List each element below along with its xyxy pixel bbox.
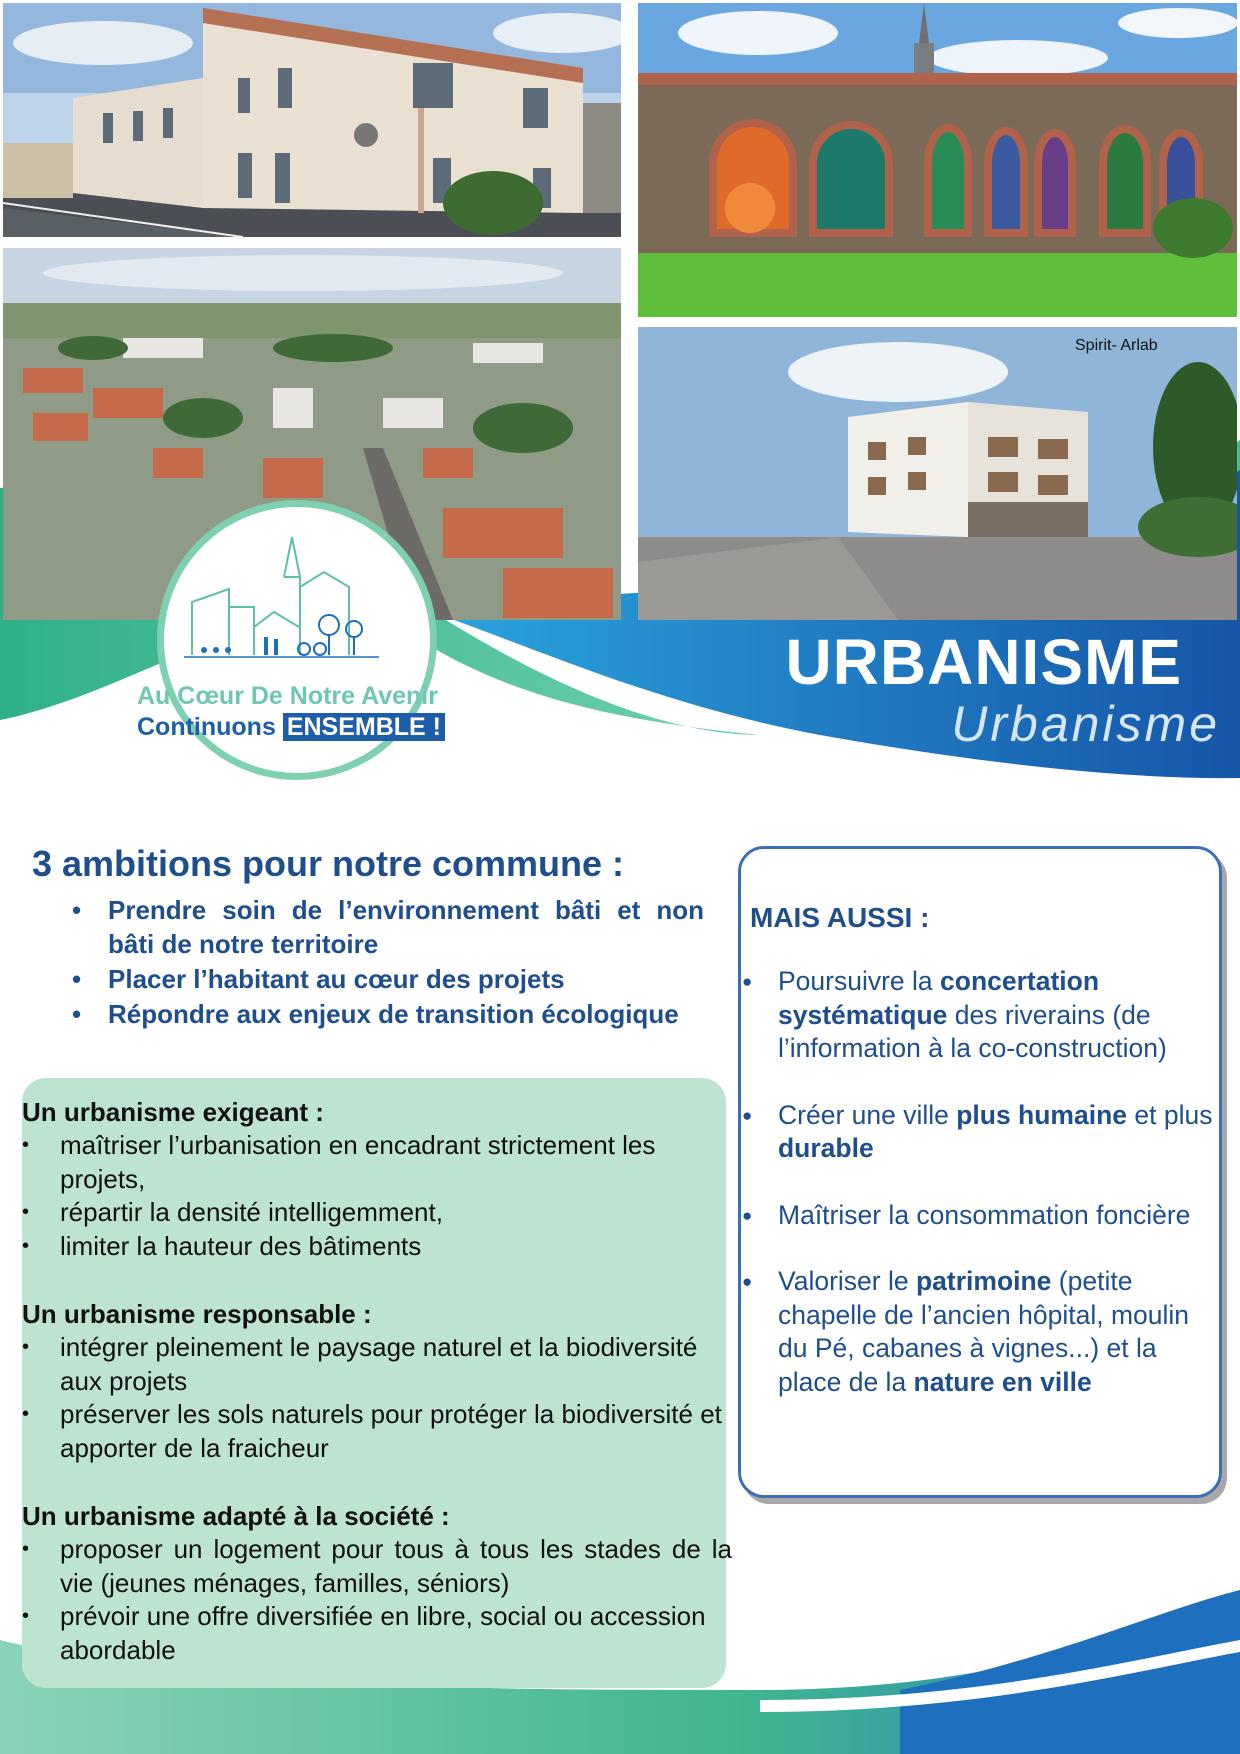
ambition-item: • Placer l’habitant au cœur des projets [72, 962, 704, 996]
photo-mural-wall [638, 3, 1237, 317]
section-item: • limiter la hauteur des bâtiments [22, 1230, 732, 1264]
section-heading: Un urbanisme exigeant : [22, 1097, 324, 1127]
section-heading: Un urbanisme adapté à la société : [22, 1501, 450, 1531]
section-list [22, 1533, 732, 1667]
photo-housing-project [638, 327, 1237, 620]
section-item: • répartir la densité intelligemment, [22, 1196, 732, 1230]
mais-aussi-list [742, 965, 1217, 1432]
logo-slogan-highlight: ENSEMBLE ! [283, 713, 445, 741]
mais-aussi-item: ● Maîtriser la consommation foncière [742, 1199, 1217, 1233]
section-item: • proposer un logement pour tous à tous les stades de la vie (jeunes ménages, familles, séniors) [22, 1533, 732, 1600]
sections-content [22, 1095, 732, 1701]
photo-town-hall [3, 3, 621, 237]
section-item: • intégrer pleinement le paysage naturel et la biodiversité aux projets [22, 1331, 732, 1398]
section-item: • préserver les sols naturels pour protéger la biodiversité et apporter de la fraicheur [22, 1398, 732, 1465]
logo-slogan-prefix: Continuons [137, 713, 283, 741]
section-list [22, 1331, 732, 1465]
logo-slogan-line1: Au Cœur De Notre Avenir [137, 682, 438, 710]
section-item: • maîtriser l’urbanisation en encadrant strictement les projets, [22, 1129, 732, 1196]
section-list [22, 1129, 732, 1263]
ambitions-title: 3 ambitions pour notre commune : [32, 843, 625, 884]
page-title: URBANISME [785, 626, 1182, 698]
section-heading: Un urbanisme responsable : [22, 1299, 372, 1329]
ambition-item: • Répondre aux enjeux de transition écologique [72, 997, 704, 1031]
ambitions-list [72, 893, 704, 1032]
ambition-item: • Prendre soin de l’environnement bâti et non bâti de notre territoire [72, 893, 704, 961]
mais-aussi-heading: MAIS AUSSI : [750, 902, 930, 933]
mais-aussi-item: ● Poursuivre la concertation systématique des riverains (de l’information à la co-construction) [742, 965, 1217, 1066]
mais-aussi-item: ● Valoriser le patrimoine (petite chapelle de l’ancien hôpital, moulin du Pé, cabanes à vignes...) et la place de la nature en ville [742, 1265, 1217, 1399]
section-item: • prévoir une offre diversifiée en libre, social ou accession abordable [22, 1600, 732, 1667]
mais-aussi-item: ● Créer une ville plus humaine et plus durable [742, 1099, 1217, 1166]
photo-credit: Spirit- Arlab [1075, 337, 1158, 354]
logo-slogan-line2 [137, 713, 445, 742]
page-subtitle: Urbanisme [951, 696, 1220, 752]
